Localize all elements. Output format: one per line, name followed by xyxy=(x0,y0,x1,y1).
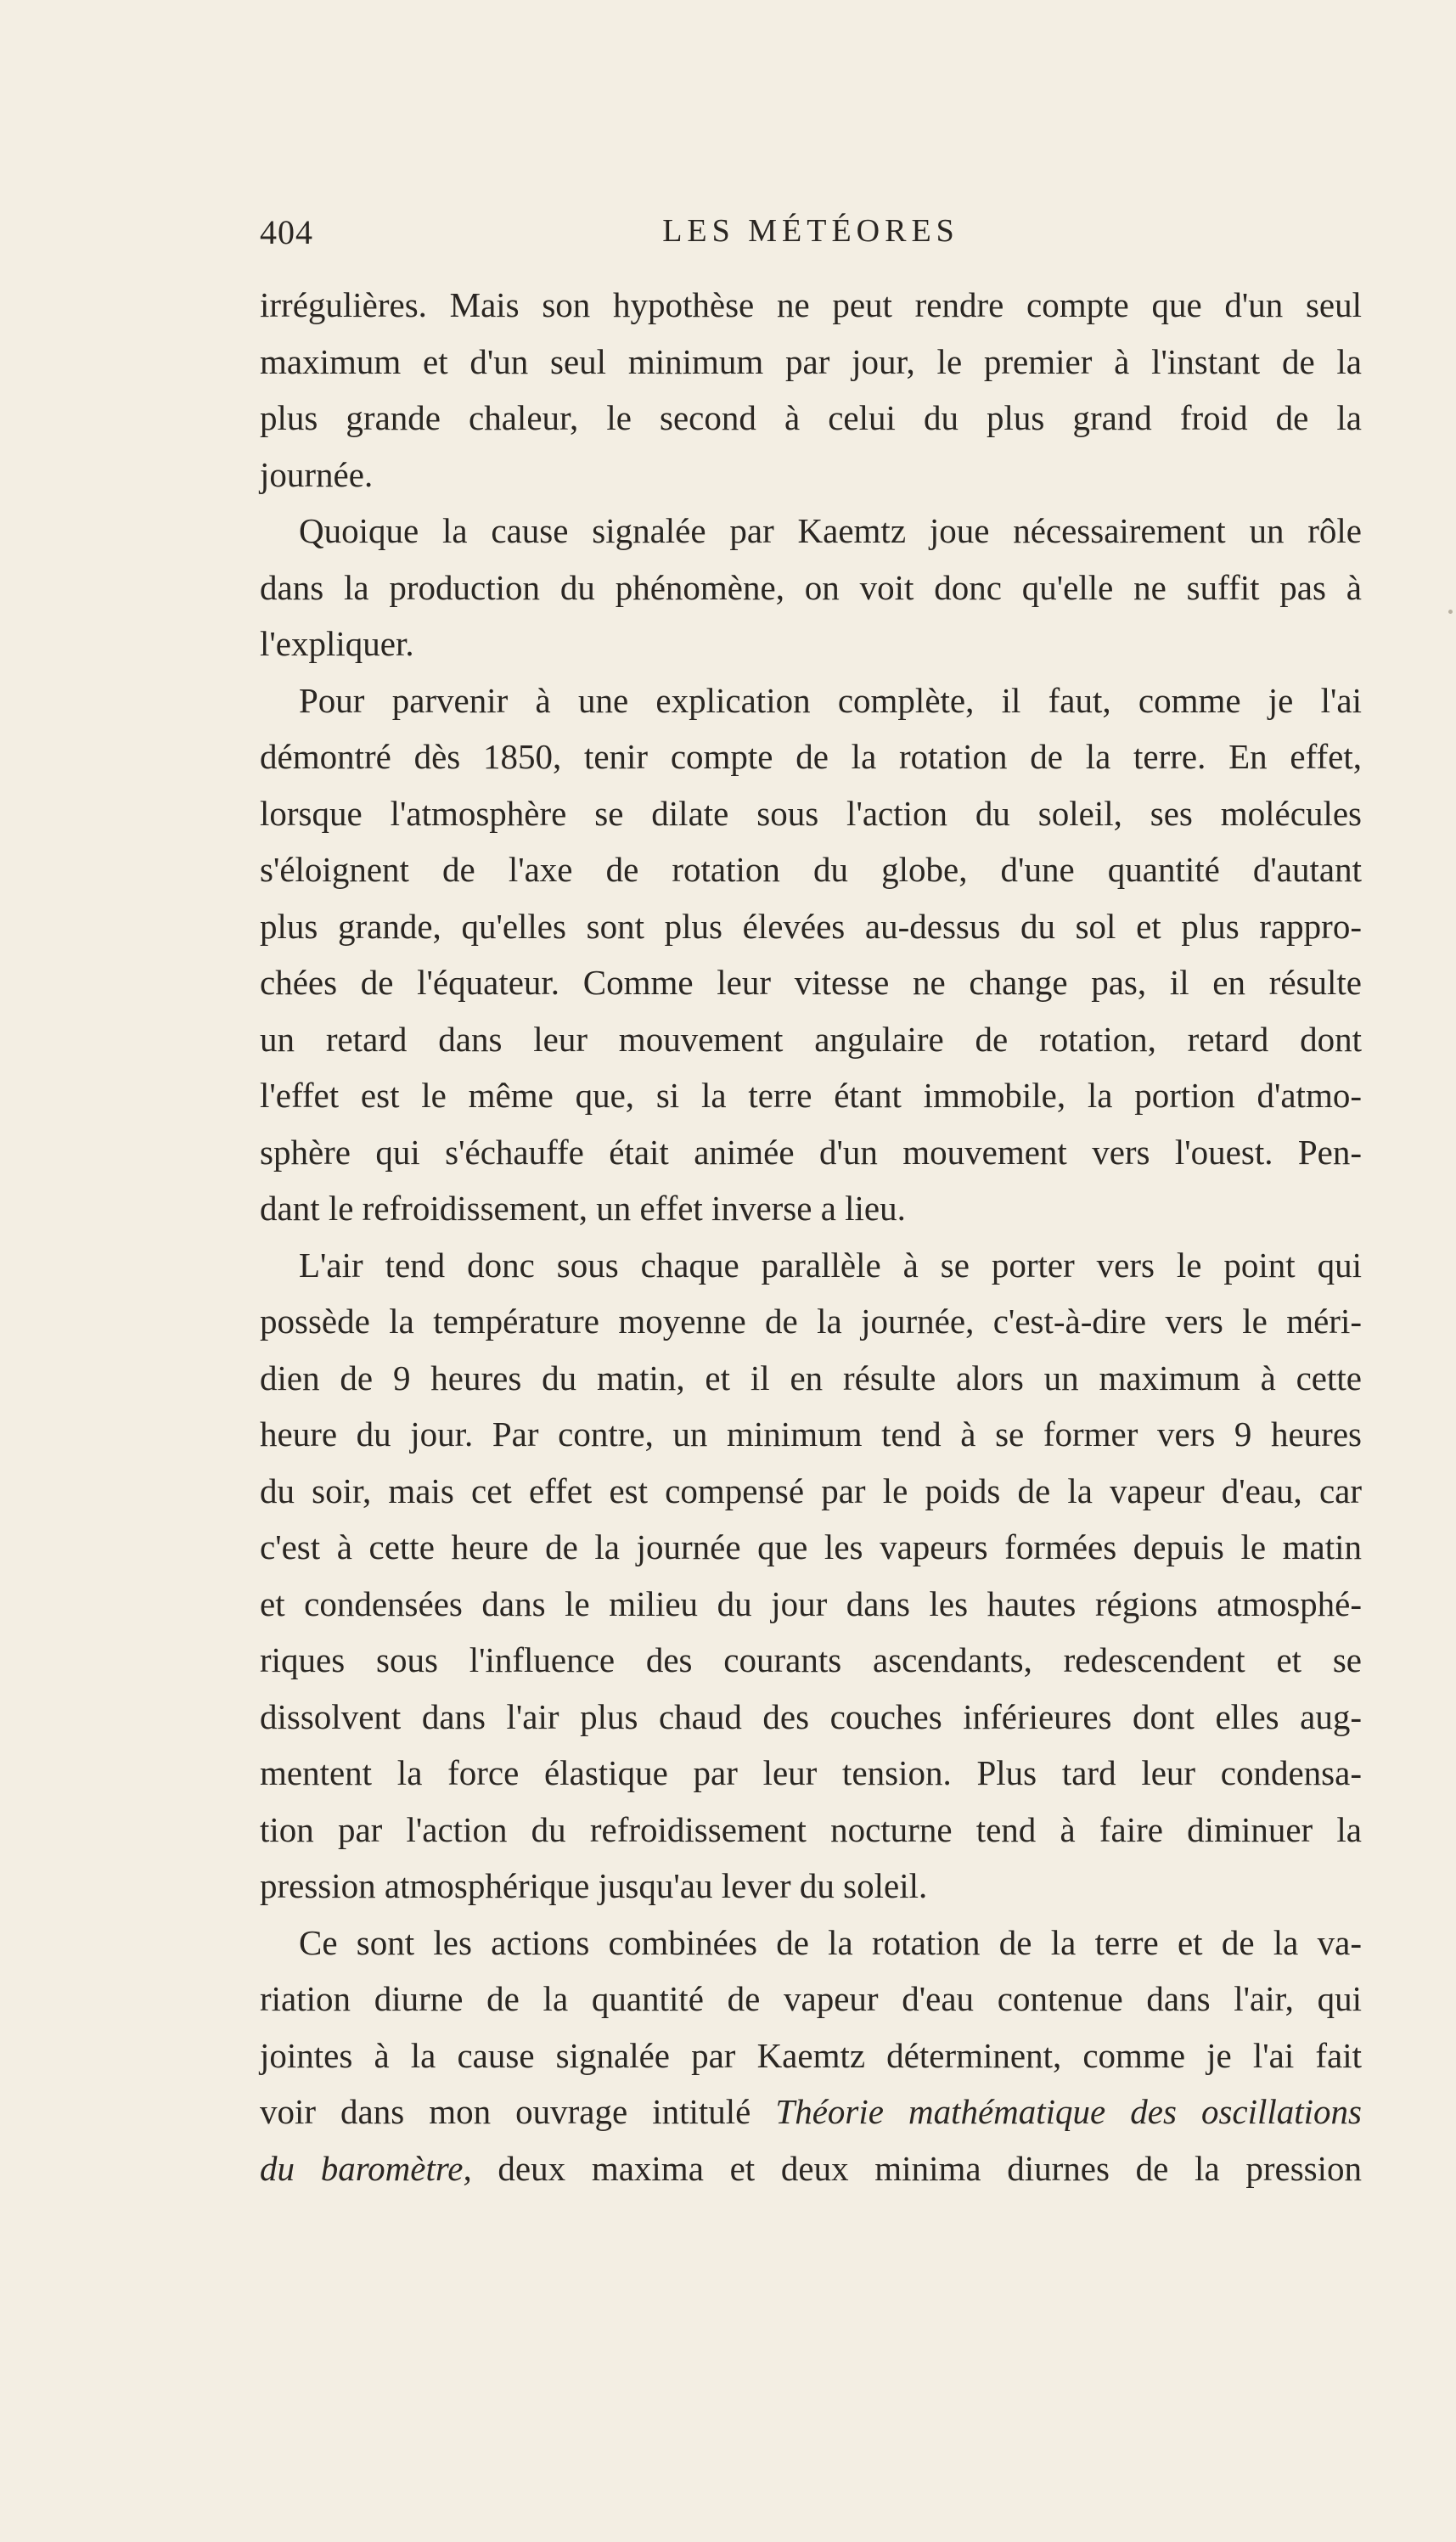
text-line xyxy=(260,2140,1362,2197)
text-line: irrégulières. Mais son hypothèse ne peut rendre compte que d'un seul xyxy=(260,285,1362,324)
book-title-italic: Théorie mathématique des oscillations xyxy=(775,2092,1363,2131)
page-header xyxy=(260,212,1362,263)
text-line: mentent la force élastique par leur tension. Plus tard leur condensa- xyxy=(260,1753,1362,1792)
text-segment: deux maxima et deux minima diurnes de la pression xyxy=(498,2148,1362,2188)
text-line xyxy=(260,2084,1362,2140)
text-line: Quoique la cause signalée par Kaemtz joue nécessairement un rôle xyxy=(299,511,1362,550)
text-line: démontré dès 1850, tenir compte de la rotation de la terre. En effet, xyxy=(260,737,1362,776)
text-line: journée. xyxy=(260,454,374,494)
text-line: dissolvent dans l'air plus chaud des couches inférieures dont elles aug- xyxy=(260,1696,1362,1736)
text-line: c'est à cette heure de la journée que les vapeurs formées depuis le matin xyxy=(260,1527,1362,1566)
text-line: heure du jour. Par contre, un minimum tend à se former vers 9 heures xyxy=(260,1414,1362,1454)
text-line: Ce sont les actions combinées de la rotation de la terre et de la va- xyxy=(299,1922,1362,1962)
page-number: 404 xyxy=(260,213,313,251)
text-line: L'air tend donc sous chaque parallèle à se porter vers le point qui xyxy=(299,1245,1362,1285)
text-line: chées de l'équateur. Comme leur vitesse ne change pas, il en résulte xyxy=(260,963,1362,1002)
body-text xyxy=(260,277,1362,2196)
running-title: LES MÉTÉORES xyxy=(662,213,959,249)
text-line: maximum et d'un seul minimum par jour, le premier à l'instant de la xyxy=(260,341,1362,381)
text-line: riation diurne de la quantité de vapeur d'eau contenue dans l'air, qui xyxy=(260,1979,1362,2018)
text-line: lorsque l'atmosphère se dilate sous l'action du soleil, ses molécules xyxy=(260,793,1362,833)
text-line: possède la température moyenne de la journée, c'est-à-dire vers le méri- xyxy=(260,1302,1362,1341)
text-line: s'éloignent de l'axe de rotation du globe, d'une quantité d'autant xyxy=(260,850,1362,889)
text-line: jointes à la cause signalée par Kaemtz déterminent, comme je l'ai fait xyxy=(260,2035,1362,2075)
text-line: l'expliquer. xyxy=(260,624,414,663)
text-line: Pour parvenir à une explication complète, il faut, comme je l'ai xyxy=(299,680,1362,720)
text-line: dant le refroidissement, un effet inverse a lieu. xyxy=(260,1189,906,1228)
book-title-italic: du baromètre, xyxy=(260,2148,472,2188)
text-segment: voir dans mon ouvrage intitulé xyxy=(260,2092,751,2131)
text-line: l'effet est le même que, si la terre étant immobile, la portion d'atmo- xyxy=(260,1076,1362,1115)
print-speck xyxy=(1448,610,1453,614)
text-line: tion par l'action du refroidissement nocturne tend à faire diminuer la xyxy=(260,1809,1362,1849)
text-line: riques sous l'influence des courants ascendants, redescendent et se xyxy=(260,1640,1362,1679)
text-line: dans la production du phénomène, on voit donc qu'elle ne suffit pas à xyxy=(260,567,1362,607)
text-line: un retard dans leur mouvement angulaire de rotation, retard dont xyxy=(260,1019,1362,1059)
text-line: dien de 9 heures du matin, et il en résulte alors un maximum à cette xyxy=(260,1358,1362,1398)
text-line: plus grande chaleur, le second à celui du plus grand froid de la xyxy=(260,398,1362,437)
text-line: plus grande, qu'elles sont plus élevées au-dessus du sol et plus rappro- xyxy=(260,906,1362,946)
text-line: sphère qui s'échauffe était animée d'un mouvement vers l'ouest. Pen- xyxy=(260,1132,1362,1172)
text-line: pression atmosphérique jusqu'au lever du soleil. xyxy=(260,1866,928,1905)
text-line: du soir, mais cet effet est compensé par le poids de la vapeur d'eau, car xyxy=(260,1471,1362,1510)
text-line: et condensées dans le milieu du jour dans les hautes régions atmosphé- xyxy=(260,1583,1362,1623)
